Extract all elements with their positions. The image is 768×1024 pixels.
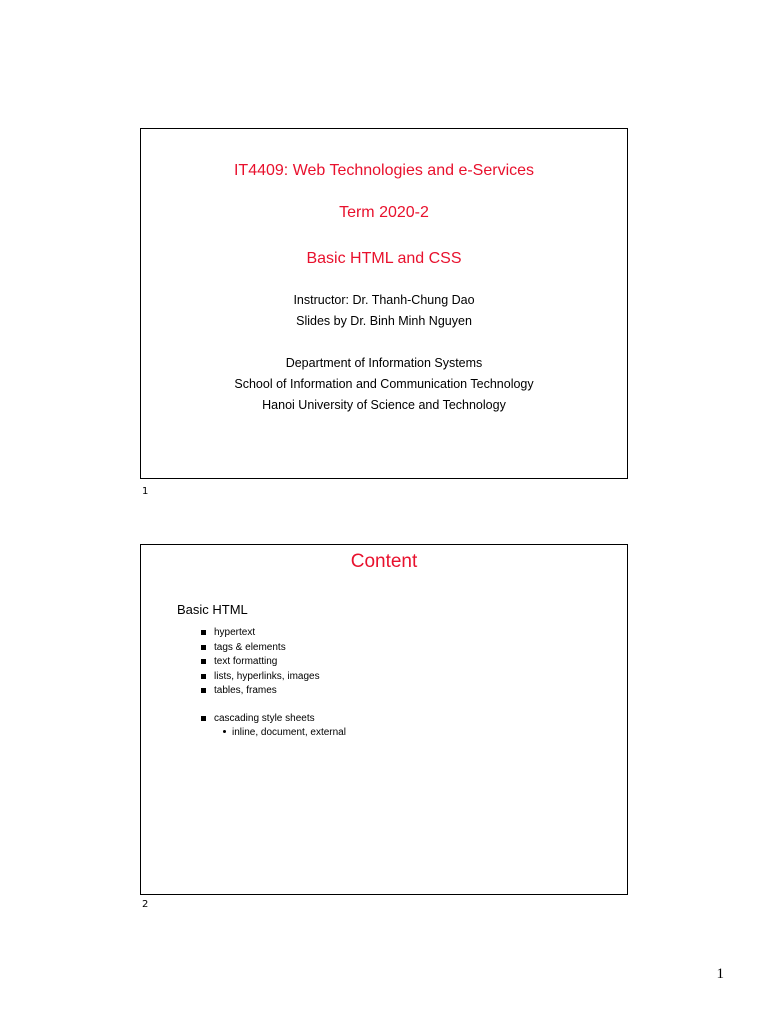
square-bullet-icon <box>201 659 206 664</box>
square-bullet-icon <box>201 674 206 679</box>
sub-list-item <box>223 727 346 738</box>
list-item <box>201 670 320 685</box>
section-heading: Basic HTML <box>177 602 248 617</box>
list-item <box>201 684 320 699</box>
list-item-label: tags & elements <box>214 641 286 653</box>
department-line: Department of Information Systems <box>285 356 483 370</box>
dot-bullet-icon <box>223 730 226 733</box>
list-item-label: tables, frames <box>214 685 277 696</box>
list-item-label: hypertext <box>214 627 256 638</box>
list-item-label: text formatting <box>214 656 278 667</box>
list-item-label: lists, hyperlinks, images <box>214 670 320 682</box>
university-line: Hanoi University of Science and Technology <box>262 398 506 412</box>
slide-2 <box>140 544 628 895</box>
slide-title: Content <box>350 551 418 572</box>
sub-list-item-label: inline, document, external <box>232 727 346 738</box>
list-item <box>201 712 315 727</box>
slide-number-2: 2 <box>142 899 149 910</box>
slide-1 <box>140 128 628 479</box>
list-item <box>201 655 320 670</box>
square-bullet-icon <box>201 688 206 693</box>
school-line: School of Information and Communication Technology <box>234 377 534 391</box>
list-item <box>201 626 320 641</box>
list-item <box>201 641 320 656</box>
square-bullet-icon <box>201 630 206 635</box>
term-label: Term 2020-2 <box>339 204 429 221</box>
course-title: IT4409: Web Technologies and e-Services <box>233 162 535 179</box>
css-topic-list <box>201 712 315 727</box>
instructor-line: Instructor: Dr. Thanh-Chung Dao <box>293 293 475 307</box>
square-bullet-icon <box>201 645 206 650</box>
square-bullet-icon <box>201 716 206 721</box>
page-number: 1 <box>716 966 724 982</box>
slide-number-1: 1 <box>142 486 149 497</box>
topic-title: Basic HTML and CSS <box>306 250 462 267</box>
slides-by-line: Slides by Dr. Binh Minh Nguyen <box>296 314 472 328</box>
topic-list <box>201 626 320 699</box>
list-item-label: cascading style sheets <box>214 713 315 724</box>
